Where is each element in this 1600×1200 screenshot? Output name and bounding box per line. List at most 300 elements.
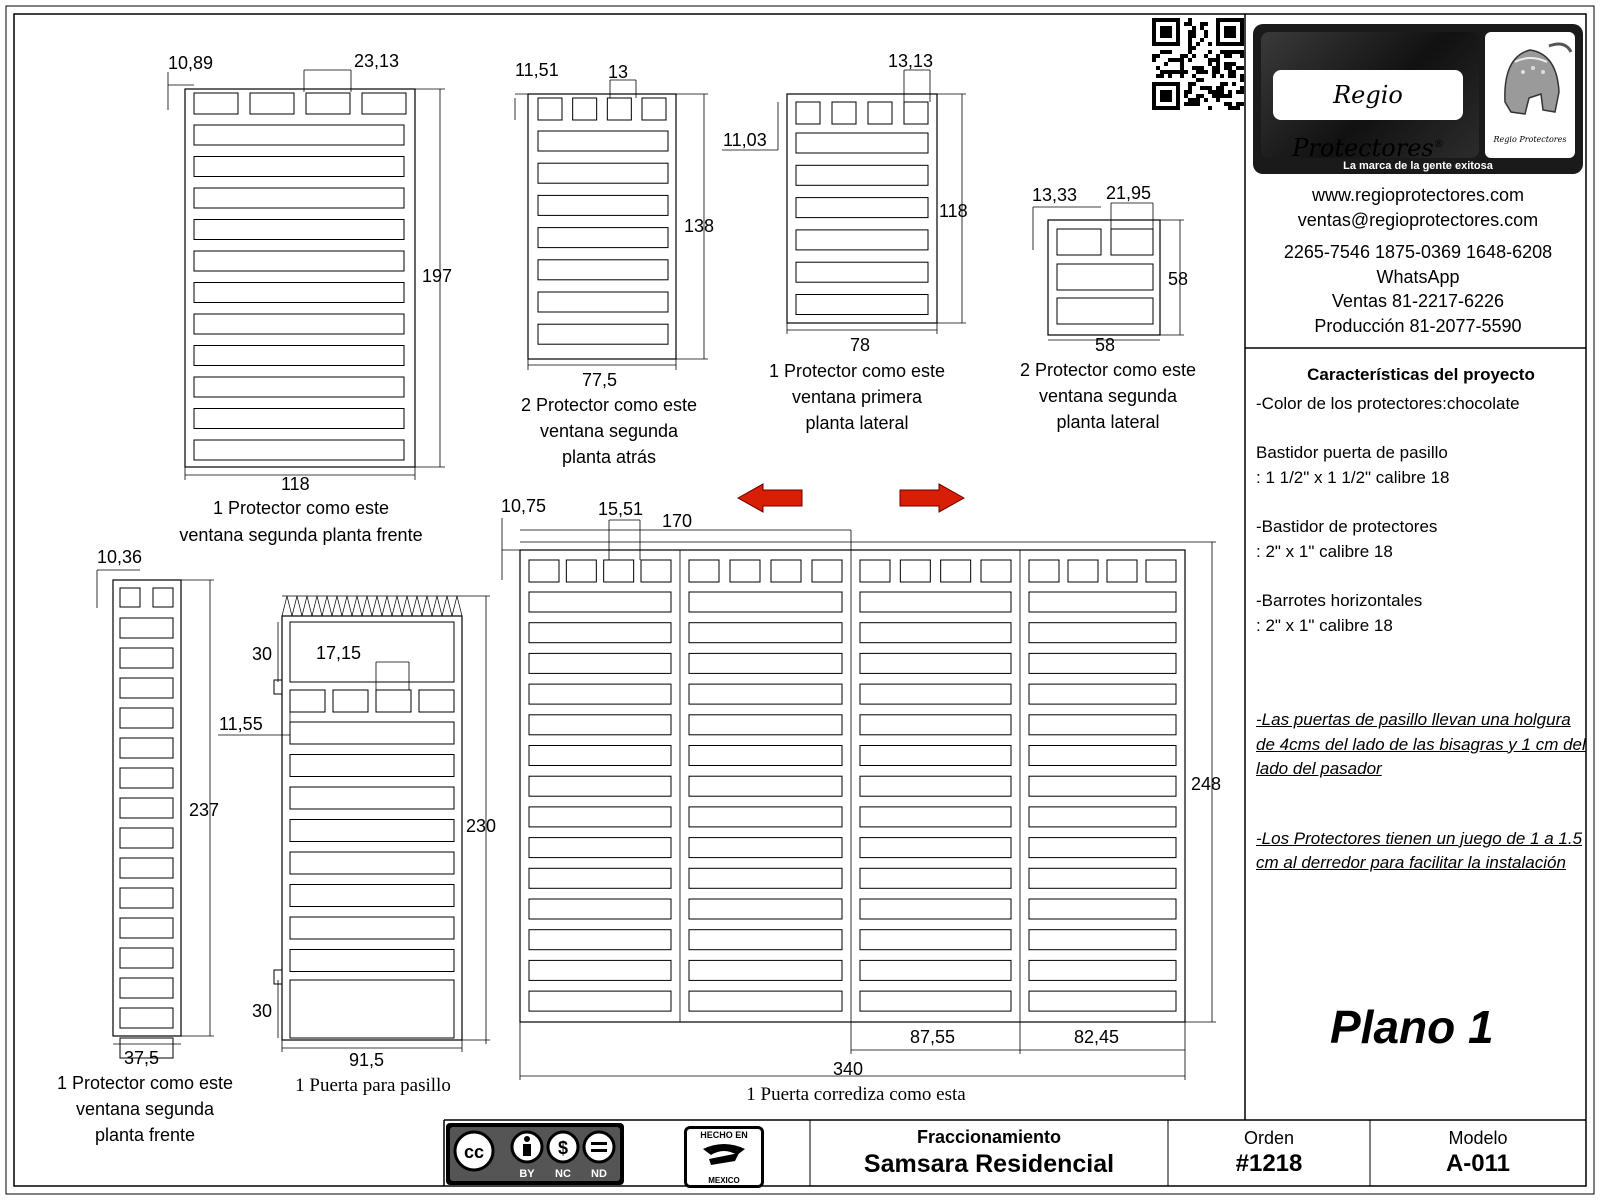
horizontal-bar <box>538 260 668 280</box>
feature-frame-protectors <box>1256 515 1586 564</box>
horizontal-bar <box>538 131 668 151</box>
qr-module <box>1192 46 1196 50</box>
qr-module <box>1188 58 1192 62</box>
qr-module <box>1156 74 1160 78</box>
qr-module <box>1216 58 1220 62</box>
qr-module <box>1164 70 1168 74</box>
top-square <box>194 93 238 114</box>
dim-v1-width: 118 <box>281 474 310 494</box>
qr-module <box>1228 102 1232 106</box>
qr-module <box>1236 90 1240 94</box>
qr-module <box>1220 74 1224 78</box>
top-square <box>419 690 454 712</box>
horizontal-bar <box>538 163 668 183</box>
qr-module <box>1192 82 1196 86</box>
horizontal-bar <box>689 960 842 980</box>
qr-module <box>1220 50 1224 54</box>
horizontal-bar <box>860 746 1011 766</box>
note-protector-clearance: -Los Protectores tienen un juego de 1 a 1.5 cm al derredor para facilitar la instalación <box>1256 828 1583 872</box>
horizontal-bar <box>194 409 404 429</box>
qr-module <box>1196 98 1200 102</box>
fracc-value: Samsara Residencial <box>863 1150 1115 1178</box>
qr-module <box>1200 78 1204 82</box>
qr-module <box>1188 30 1192 34</box>
feature-frame-door-label: Bastidor puerta de pasillo <box>1256 443 1448 462</box>
qr-module <box>1204 30 1208 34</box>
horizontal-bar <box>290 852 454 874</box>
horizontal-bar <box>860 991 1011 1011</box>
top-square <box>904 102 928 124</box>
qr-module <box>1188 90 1192 94</box>
qr-module <box>1216 86 1220 90</box>
horizontal-bar <box>194 157 404 177</box>
qr-module <box>1208 62 1212 66</box>
dim-v5-width: 37,5 <box>124 1048 160 1068</box>
caption-v1-line2: ventana segunda planta frente <box>179 525 423 545</box>
dim-slider-w3: 87,55 <box>910 1027 956 1047</box>
top-square <box>900 560 930 582</box>
top-square <box>1107 560 1137 582</box>
window-protector-1 <box>168 70 445 480</box>
horizontal-bar <box>689 715 842 735</box>
qr-module <box>1156 66 1160 70</box>
horizontal-bar <box>529 746 671 766</box>
horizontal-bar <box>529 623 671 643</box>
arrow-left-icon <box>738 484 802 512</box>
qr-module <box>1184 54 1188 58</box>
dim-door-bottom: 30 <box>252 1001 273 1021</box>
horizontal-bar <box>1029 807 1176 827</box>
door-top-panel <box>290 622 454 682</box>
horizontal-bar <box>1029 838 1176 858</box>
protector-frame <box>528 94 676 359</box>
caption-v2-line1: 2 Protector como este <box>520 395 698 415</box>
sliding-door <box>502 518 1216 1080</box>
horizontal-bar <box>689 868 842 888</box>
qr-module <box>1224 50 1228 54</box>
qr-module <box>1216 94 1220 98</box>
horizontal-bar <box>1029 623 1176 643</box>
window-protector-4 <box>1033 203 1184 340</box>
caption-v5-line3: planta frente <box>94 1125 196 1145</box>
nd-label: ND <box>591 1168 607 1180</box>
qr-module <box>1220 82 1224 86</box>
top-square <box>250 93 294 114</box>
horizontal-bar <box>120 738 173 758</box>
top-square <box>941 560 971 582</box>
website-link[interactable]: www.regioprotectores.com <box>1311 185 1525 205</box>
qr-module <box>1188 42 1192 46</box>
horizontal-bar <box>1029 991 1176 1011</box>
horizontal-bar <box>529 868 671 888</box>
dim-v4-height: 58 <box>1168 269 1189 289</box>
qr-module <box>1240 102 1244 106</box>
horizontal-bar <box>1029 592 1176 612</box>
qr-module <box>1176 58 1180 62</box>
qr-module <box>1212 74 1216 78</box>
qr-module <box>1220 86 1224 90</box>
horizontal-bar <box>1029 776 1176 796</box>
qr-module <box>1232 62 1236 66</box>
feature-bars-spec: : 2" x 1" calibre 18 <box>1256 615 1393 635</box>
qr-module <box>1196 66 1200 70</box>
whatsapp-label: WhatsApp <box>1376 266 1460 287</box>
top-square <box>689 560 719 582</box>
feature-frame-protectors-label: -Bastidor de protectores <box>1256 517 1438 536</box>
qr-module <box>1208 50 1212 54</box>
horizontal-bar <box>538 292 668 312</box>
orden-value: #1218 <box>1235 1150 1303 1177</box>
qr-module <box>1192 34 1196 38</box>
qr-module <box>1228 70 1232 74</box>
qr-module <box>1220 90 1224 94</box>
caption-v2-line2: ventana segunda <box>539 421 679 441</box>
qr-module <box>1196 42 1200 46</box>
caption-v5-line1: 1 Protector como este <box>56 1073 234 1093</box>
qr-finder-core <box>1224 26 1236 38</box>
eagle-icon <box>687 1141 761 1171</box>
horizontal-bar <box>529 991 671 1011</box>
qr-module <box>1180 66 1184 70</box>
qr-module <box>1224 94 1228 98</box>
qr-module <box>1224 102 1228 106</box>
nd-icon <box>584 1132 614 1162</box>
qr-module <box>1232 70 1236 74</box>
qr-module <box>1200 70 1204 74</box>
top-square <box>573 98 597 120</box>
horizontal-bar <box>529 684 671 704</box>
top-square <box>812 560 842 582</box>
dim-slider-mid: 15,51 <box>598 499 644 519</box>
top-square <box>529 560 559 582</box>
dim-door-height: 230 <box>466 816 497 836</box>
qr-module <box>1180 70 1184 74</box>
qr-module <box>1240 54 1244 58</box>
qr-module <box>1208 42 1212 46</box>
horizontal-bar <box>529 930 671 950</box>
qr-module <box>1184 90 1188 94</box>
dim-v2-mid: 13 <box>608 62 629 82</box>
horizontal-bar <box>1029 899 1176 919</box>
note-door-clearance: -Las puertas de pasillo llevan una holgura de 4cms del lado de las bisagras y 1 cm del lado del pasador <box>1256 710 1586 778</box>
qr-module <box>1224 82 1228 86</box>
qr-finder-core <box>1160 90 1172 102</box>
dim-v4-width: 58 <box>1095 335 1116 355</box>
qr-module <box>1228 62 1232 66</box>
dim-v3-left: 11,03 <box>723 130 767 150</box>
caption-v3-line2: ventana primera <box>791 387 923 407</box>
horizontal-bar <box>796 230 928 250</box>
top-square <box>642 98 666 120</box>
hinge-icon <box>274 680 282 694</box>
qr-module <box>1168 58 1172 62</box>
horizontal-bar <box>290 755 454 777</box>
qr-module <box>1212 58 1216 62</box>
caption-v1-line1: 1 Protector como este <box>212 498 390 518</box>
horizontal-bar <box>194 377 404 397</box>
horizontal-bar <box>1029 746 1176 766</box>
top-square <box>981 560 1011 582</box>
dim-slider-left: 10,75 <box>501 496 547 516</box>
decorative-spikes <box>282 596 462 616</box>
qr-module <box>1196 78 1200 82</box>
horizontal-bar <box>689 746 842 766</box>
email-link[interactable]: ventas@regioprotectores.com <box>1297 209 1539 230</box>
top-square <box>860 560 890 582</box>
dim-slider-top: 170 <box>662 511 693 531</box>
window-protector-2 <box>515 80 708 370</box>
qr-module <box>1188 98 1192 102</box>
qr-code <box>1152 18 1244 110</box>
qr-module <box>1200 38 1204 42</box>
qr-module <box>1192 102 1196 106</box>
dim-v3-width: 78 <box>850 335 871 355</box>
horizontal-bar <box>529 807 671 827</box>
qr-module <box>1208 58 1212 62</box>
dim-v2-left: 11,51 <box>515 60 559 80</box>
top-square <box>1057 229 1101 255</box>
horizontal-bar <box>689 592 842 612</box>
qr-module <box>1200 86 1204 90</box>
feature-frame-door-spec: : 1 1/2" x 1 1/2" calibre 18 <box>1256 467 1450 487</box>
qr-module <box>1212 66 1216 70</box>
horizontal-bar <box>860 653 1011 673</box>
qr-module <box>1240 78 1244 82</box>
qr-module <box>1204 22 1208 26</box>
qr-module <box>1228 74 1232 78</box>
qr-module <box>1232 50 1236 54</box>
horizontal-bar <box>120 1008 173 1028</box>
cc-license-badge <box>446 1123 624 1185</box>
qr-module <box>1196 94 1200 98</box>
qr-module <box>1208 86 1212 90</box>
caption-v4-line2: ventana segunda <box>1038 386 1178 406</box>
horizontal-bar <box>194 440 404 460</box>
horizontal-bar <box>1057 298 1153 324</box>
dim-v5-left: 10,36 <box>97 547 143 567</box>
qr-module <box>1192 26 1196 30</box>
horizontal-bar <box>529 653 671 673</box>
qr-module <box>1212 94 1216 98</box>
qr-module <box>1180 54 1184 58</box>
qr-module <box>1212 90 1216 94</box>
modelo-label: Modelo <box>1448 1128 1508 1148</box>
qr-module <box>1240 50 1244 54</box>
horizontal-bar <box>194 220 404 240</box>
horizontal-bar <box>529 715 671 735</box>
cc-license-icons <box>450 1127 620 1181</box>
top-square <box>333 690 368 712</box>
qr-module <box>1180 74 1184 78</box>
horizontal-bar <box>538 324 668 344</box>
top-square <box>730 560 760 582</box>
qr-module <box>1200 66 1204 70</box>
qr-module <box>1232 82 1236 86</box>
horizontal-bar <box>529 838 671 858</box>
qr-module <box>1236 102 1240 106</box>
top-square <box>607 98 631 120</box>
whatsapp-ventas: Ventas 81-2217-6226 <box>1331 291 1505 311</box>
qr-module <box>1184 22 1188 26</box>
top-square <box>868 102 892 124</box>
horizontal-bar <box>860 684 1011 704</box>
qr-module <box>1220 94 1224 98</box>
top-square <box>1029 560 1059 582</box>
caption-v4-line3: planta lateral <box>1056 412 1160 432</box>
qr-module <box>1224 66 1228 70</box>
horizontal-bar <box>860 930 1011 950</box>
protector-frame <box>185 89 415 467</box>
qr-module <box>1192 54 1196 58</box>
feature-frame-protectors-spec: : 2" x 1" calibre 18 <box>1256 541 1393 561</box>
protector-frame <box>787 94 937 323</box>
qr-module <box>1188 102 1192 106</box>
dim-v3-mid: 13,13 <box>888 51 934 71</box>
dim-v3-height: 118 <box>939 201 968 221</box>
top-square <box>1111 229 1153 255</box>
qr-module <box>1228 66 1232 70</box>
horizontal-bar <box>689 930 842 950</box>
qr-module <box>1232 74 1236 78</box>
top-square <box>1146 560 1176 582</box>
top-square <box>796 102 820 124</box>
horizontal-bar <box>1029 653 1176 673</box>
top-square <box>153 588 173 607</box>
qr-module <box>1224 62 1228 66</box>
qr-module <box>1204 54 1208 58</box>
qr-module <box>1204 98 1208 102</box>
qr-module <box>1204 86 1208 90</box>
horizontal-bar <box>1029 930 1176 950</box>
top-square <box>1068 560 1098 582</box>
qr-module <box>1216 70 1220 74</box>
slider-frame <box>520 550 1185 1022</box>
caption-v3-line3: planta lateral <box>805 413 909 433</box>
horizontal-bar <box>689 623 842 643</box>
qr-module <box>1152 58 1156 62</box>
dim-v5-height: 237 <box>189 800 220 820</box>
horizontal-bar <box>1029 868 1176 888</box>
dim-v2-height: 138 <box>684 216 715 236</box>
nc-label: NC <box>555 1168 571 1180</box>
horizontal-bar <box>689 991 842 1011</box>
qr-module <box>1236 50 1240 54</box>
horizontal-bar <box>860 960 1011 980</box>
horizontal-bar <box>689 776 842 796</box>
caption-door: 1 Puerta para pasillo <box>295 1075 451 1096</box>
horizontal-bar <box>1029 960 1176 980</box>
caption-v2-line3: planta atrás <box>561 447 657 467</box>
top-square <box>290 690 325 712</box>
horizontal-bar <box>120 918 173 938</box>
phone-numbers: 2265-7546 1875-0369 1648-6208 <box>1283 242 1553 262</box>
caption-slider: 1 Puerta corrediza como esta <box>746 1084 966 1105</box>
plan-number: Plano 1 <box>1330 1001 1494 1053</box>
horizontal-bar <box>689 807 842 827</box>
qr-module <box>1188 50 1192 54</box>
horizontal-bar <box>194 125 404 145</box>
dim-door-top: 30 <box>252 644 273 664</box>
qr-module <box>1228 94 1232 98</box>
features-title: Características del proyecto <box>1307 365 1535 384</box>
hecho-bottom: MEXICO <box>708 1176 740 1185</box>
feature-frame-door <box>1256 441 1586 490</box>
qr-module <box>1240 74 1244 78</box>
horizontal-bar <box>1057 264 1153 290</box>
helmet-logo <box>1485 32 1575 158</box>
qr-module <box>1188 46 1192 50</box>
qr-module <box>1168 74 1172 78</box>
horizontal-bar <box>529 592 671 612</box>
qr-module <box>1216 98 1220 102</box>
qr-module <box>1184 102 1188 106</box>
horizontal-bar <box>529 899 671 919</box>
protector-frame <box>1048 220 1160 335</box>
horizontal-bar <box>538 228 668 248</box>
qr-module <box>1196 102 1200 106</box>
horizontal-bar <box>796 133 928 153</box>
caption-v4-line1: 2 Protector como este <box>1019 360 1197 380</box>
top-square <box>604 560 634 582</box>
horizontal-bar <box>290 917 454 939</box>
horizontal-bar <box>796 198 928 218</box>
top-square <box>832 102 856 124</box>
horizontal-bar <box>194 314 404 334</box>
horizontal-bar <box>689 899 842 919</box>
feature-bars-label: -Barrotes horizontales <box>1256 591 1423 610</box>
window-protector-3 <box>722 70 966 334</box>
qr-module <box>1212 70 1216 74</box>
qr-finder-core <box>1160 26 1172 38</box>
qr-module <box>1240 86 1244 90</box>
fracc-label: Fraccionamiento <box>916 1127 1062 1147</box>
qr-module <box>1180 58 1184 62</box>
door-bottom-panel <box>290 980 454 1038</box>
horizontal-bar <box>290 820 454 842</box>
qr-module <box>1184 94 1188 98</box>
cc-icon-text: cc <box>463 1142 485 1162</box>
horizontal-bar <box>194 251 404 271</box>
horizontal-bar <box>120 648 173 668</box>
horizontal-bar <box>290 885 454 907</box>
horizontal-bar <box>860 868 1011 888</box>
qr-module <box>1180 62 1184 66</box>
by-label: BY <box>519 1168 535 1180</box>
horizontal-bar <box>1029 684 1176 704</box>
top-square <box>641 560 671 582</box>
brand-logo-panel <box>1261 32 1479 162</box>
dim-v1-left: 10,89 <box>168 53 214 73</box>
qr-module <box>1164 50 1168 54</box>
horizontal-bar <box>529 776 671 796</box>
caption-v3-line1: 1 Protector como este <box>768 361 946 381</box>
qr-module <box>1216 54 1220 58</box>
dim-v4-left: 13,33 <box>1032 185 1078 205</box>
brand-name <box>1273 70 1463 162</box>
horizontal-bar <box>194 188 404 208</box>
qr-module <box>1188 22 1192 26</box>
registered-mark: ® <box>1433 139 1444 150</box>
dim-v1-mid: 23,13 <box>354 51 400 71</box>
qr-module <box>1160 74 1164 78</box>
orden-label: Orden <box>1243 1128 1295 1148</box>
qr-module <box>1200 94 1204 98</box>
qr-module <box>1152 54 1156 58</box>
horizontal-bar <box>860 715 1011 735</box>
horizontal-bar <box>689 838 842 858</box>
horizontal-bar <box>689 653 842 673</box>
qr-module <box>1216 66 1220 70</box>
